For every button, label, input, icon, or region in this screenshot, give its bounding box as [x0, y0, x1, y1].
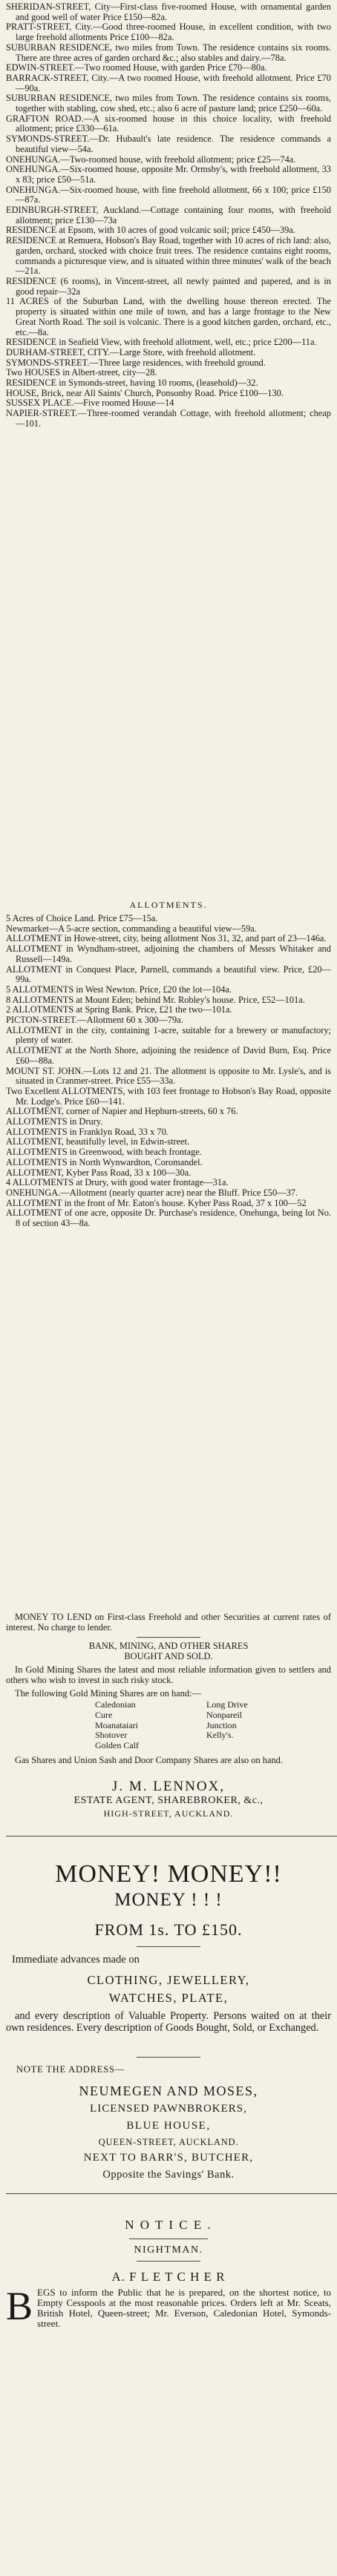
share-name: Junction [206, 1719, 237, 1730]
shares-on-hand: The following Gold Mining Shares are on hand:— [15, 1688, 201, 1699]
shares-column-left [95, 1700, 206, 1751]
divider [137, 1946, 200, 1947]
firm-opposite: Opposite the Savings' Bank. [102, 2169, 235, 2181]
lennox-address: HIGH-STREET, AUCKLAND. [103, 1808, 234, 1819]
allotment-listing: Two Excellent ALLOTMENTS, with 103 feet frontage to Hobson's Bay Road, opposite Mr. Lodge's. Price £60—141. [6, 1085, 331, 1107]
allotment-listing: ALLOTMENTS in Franklyn Road, 33 x 70. [6, 1126, 168, 1137]
property-listing: EDINBURGH-STREET, Auckland.—Cottage containing four rooms, with freehold allotment; price £130—73a [6, 205, 331, 225]
share-name: Golden Calf [95, 1740, 139, 1751]
gas-shares: Gas Shares and Union Sash and Door Company Shares are also on hand. [15, 1755, 283, 1765]
allotment-listing: ALLOTMENTS in North Wynwardton, Coromandel. [6, 1156, 203, 1167]
money-to-lend: MONEY TO LEND on First-class Freehold and other Securities at current rates of interest. No charge to lender. [6, 1612, 331, 1633]
advances-goods-2: WATCHES, PLATE, [108, 1991, 229, 2005]
share-name: Cure [95, 1709, 113, 1720]
share-name: Kelly's. [206, 1730, 234, 1741]
share-name: Long Drive [206, 1699, 248, 1710]
allotment-listing: ALLOTMENT, corner of Napier and Hepburn-streets, 60 x 76. [6, 1106, 238, 1117]
property-listing: RESIDENCE in Symonds-street, having 10 rooms, (leasehold)—32. [6, 378, 258, 389]
shares-heading [6, 1641, 331, 1661]
firm-next-to: NEXT TO BARR'S, BUTCHER, [83, 2152, 254, 2164]
allotment-listing: 5 ALLOTMENTS in West Newton. Price, £20 the lot—104a. [6, 984, 232, 995]
firm-house: BLUE HOUSE, [126, 2120, 211, 2132]
allotment-listing: 2 ALLOTMENTS at Spring Bank. Price, £21 the two—101a. [6, 1004, 232, 1015]
property-listing: Two HOUSES in Albert-street, city—28. [6, 367, 157, 378]
fletcher-body-text: EGS to inform the Public that he is prepared, on the shortest notice, to Empty Cesspools at the most reasonable prices. Orders left at Mr. Sceats, British Hotel, Queen-street; Mr. Everson, Caledonian Hotel, Symonds-street. [37, 2287, 331, 2329]
allotment-listing: ALLOTMENT, Kyber Pass Road, 33 x 100—30a. [6, 1167, 192, 1178]
allotment-listing: ALLOTMENT of one acre, opposite Dr. Purchase's residence, Onehunga, being lot No. 8 of section 43—8a. [6, 1208, 331, 1229]
allotment-listing: PICTON-STREET.—Allotment 60 x 300—79a. [6, 1015, 183, 1026]
property-listing: RESIDENCE at Remuera, Hobson's Bay Road, together with 10 acres of rich land: also, garden, orchard, stocked with choice fruit trees. The residence contains eight rooms, commands a picturesque view, and is situated within three minutes' walk of the beach—21a. [6, 235, 331, 277]
divider [137, 1637, 200, 1638]
lennox-title: ESTATE AGENT, SHAREBROKER, &c., [73, 1795, 264, 1806]
section-rule [6, 2193, 337, 2194]
divider [137, 2057, 200, 2058]
property-listing: HOUSE, Brick, near All Saints' Church, Ponsonby Road. Price £100—130. [6, 387, 284, 398]
allotment-listing: Newmarket—A 5-acre section, commanding a beautiful view—59a. [6, 923, 257, 934]
fletcher-name: A. F L E T C H E R [111, 2270, 226, 2284]
property-listing: GRAFTON ROAD.—A six-roomed house in this choice locality, with freehold allotment; price £330—61a. [6, 113, 331, 134]
allotments-heading: ALLOTMENTS. [129, 900, 208, 910]
allotment-listing: ALLOTMENTS in Drury. [6, 1116, 103, 1127]
money-headline: MONEY! MONEY!! [55, 1860, 282, 1888]
firm-trade: LICENSED PAWNBROKERS, [90, 2103, 247, 2115]
shares-heading-line-1: BANK, MINING, AND OTHER SHARES [88, 1641, 249, 1651]
property-listing: RESIDENCE in Seafield View, with freehold allotment, well, etc.; price £200—11a. [6, 337, 317, 348]
property-listing: 11 ACRES of the Suburban Land, with the dwelling house thereon erected. The property is situated within one mile of town, and has a large frontage to the New Great North Road. The soil is volcanic. There is a good kitchen garden, orchard, etc., etc.—8a. [6, 296, 331, 337]
property-listings [6, 2, 331, 429]
allotment-listing: ALLOTMENT in Howe-street, city, being allotment Nos 31, 32, and part of 23—146a. [6, 933, 327, 944]
shares-column-right [206, 1700, 318, 1751]
allotment-listings [6, 914, 331, 1229]
property-listing: SUBURBAN RESIDENCE, two miles from Town. The residence contains six rooms. There are three acres of garden orchard &c.; also stables and dairy.—78a. [6, 42, 331, 63]
property-listing: RESIDENCE (6 rooms), in Vincent-street, all newly painted and papered, and is in good repair—32a [6, 275, 331, 297]
allotment-listing: ALLOTMENTS in Greenwood, with beach frontage. [6, 1147, 202, 1158]
allotment-listing: 5 Acres of Choice Land. Price £75—15a. [6, 913, 158, 923]
allotment-listing: ALLOTMENT at the North Shore, adjoining the residence of David Burn, Esq. Price £60—88a. [6, 1045, 331, 1066]
property-listing: EDWIN-STREET.—Two roomed House, with garden Price £70—80a. [6, 62, 267, 73]
property-listing: SUSSEX PLACE.—Five roomed House—14 [6, 398, 174, 409]
share-name: Nonpareil [206, 1709, 242, 1720]
allotment-listing: ALLOTMENT in Wyndham-street, adjoining the chambers of Messrs Whitaker and Russell—149a. [6, 943, 331, 964]
property-listing: ONEHUNGA.—Two-roomed house, with freehold allotment; price £25—74a. [6, 154, 296, 165]
property-listing: SUBURBAN RESIDENCE, two miles from Town. The residence contains six rooms, together with stabling, cow shed, etc.; also 6 acre of pasture land; price £250—60a. [6, 93, 331, 114]
shares-list [95, 1700, 318, 1751]
property-listing: RESIDENCE at Epsom, with 10 acres of good volcanic soil; price £450—39a. [6, 225, 295, 236]
property-listing: DURHAM-STREET, CITY.—Large Store, with freehold allotment. [6, 346, 256, 358]
advances-body: and every description of Valuable Property. Persons waited on at their own residences. Every description of Goods Bought, Sold, or Exchanged. [6, 2010, 331, 2034]
property-listing: SYMONDS-STREET.—Three large residences, with freehold ground. [6, 357, 266, 368]
shares-info: In Gold Mining Shares the latest and most reliable information given to settlers and others who wish to invest in such risky stock. [6, 1664, 331, 1685]
share-name: Caledonian [95, 1699, 136, 1710]
notice-title: N O T I C E . [125, 2218, 212, 2232]
advances-intro: Immediate advances made on [12, 1954, 140, 1966]
note-address: NOTE THE ADDRESS— [16, 2064, 125, 2075]
allotment-listing: MOUNT ST. JOHN.—Lots 12 and 21. The allotment is opposite to Mr. Lysle's, and is situated in Cranmer-street. Price £55—33a. [6, 1065, 331, 1087]
allotment-listing: ALLOTMENT, beautifully level, in Edwin-street. [6, 1136, 190, 1147]
shares-heading-line-2: BOUGHT AND SOLD. [124, 1651, 213, 1661]
property-listing: PRATT-STREET, City.—Good three-roomed House, in excellent condition, with two large freehold allotments Price £100—82a. [6, 22, 331, 43]
property-listing: SYMONDS-STREET.—Dr. Hubault's late residence. The residence commands a beautiful view—54a. [6, 134, 331, 154]
property-listing: ONEHUNGA.—Six-roomed house, opposite Mr. Ormsby's, with freehold allotment, 33 x 83; price £50—51a. [6, 164, 331, 185]
allotment-listing: 8 ALLOTMENTS at Mount Eden; behind Mr. Robley's house. Price, £52—101a. [6, 994, 305, 1005]
divider [137, 2261, 200, 2262]
money-subheadline: MONEY ! ! ! [114, 1890, 223, 1910]
firm-name: NEUMEGEN AND MOSES, [79, 2083, 258, 2098]
drop-cap-letter: B [6, 2284, 33, 2328]
allotment-listing: 4 ALLOTMENTS at Drury, with good water frontage—31a. [6, 1177, 229, 1188]
money-range: FROM 1s. TO £150. [94, 1920, 243, 1939]
nightman-heading: NIGHTMAN. [134, 2244, 203, 2256]
property-listing: BARRACK-STREET, City.—A two roomed House, with freehold allotment. Price £70—90a. [6, 72, 331, 93]
share-name: Moanataiari [95, 1719, 138, 1730]
property-listing: NAPIER-STREET.—Three-roomed verandah Cottage, with freehold allotment; cheap—101. [6, 408, 331, 429]
allotment-listing: ALLOTMENT in the front of Mr. Eaton's house. Kyber Pass Road, 37 x 100—52 [6, 1197, 307, 1208]
property-listing: ONEHUNGA.—Six-roomed house, with fine freehold allotment, 66 x 100; price £150—87a. [6, 184, 331, 205]
allotment-listing: ALLOTMENT in the city, containing 1-acre, suitable for a brewery or manufactory; plenty of water. [6, 1024, 331, 1046]
fletcher-notice-body [6, 2284, 331, 2329]
lennox-name: J. M. LENNOX, [111, 1779, 226, 1794]
allotment-listing: ONEHUNGA.—Allotment (nearly quarter acre) near the Bluff. Price £50—37. [6, 1187, 298, 1198]
allotment-listing: ALLOTMENT in Conquest Place, Parnell, commands a beautiful view. Price, £20—99a. [6, 963, 331, 985]
share-name: Shotover [95, 1730, 128, 1741]
section-rule [6, 1836, 337, 1837]
firm-street: QUEEN-STREET, AUCKLAND. [98, 2137, 239, 2147]
advances-goods-1: CLOTHING, JEWELLERY, [87, 1973, 250, 1987]
property-listing: SHERIDAN-STREET, City—First-class five-roomed House, with ornamental garden and good well of water Price £150—82a. [6, 1, 331, 22]
